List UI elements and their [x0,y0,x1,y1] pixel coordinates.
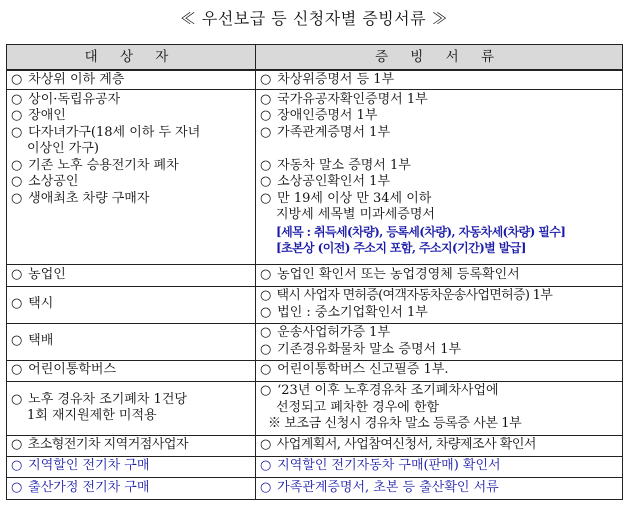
target-item [11,158,251,175]
target-item [11,362,251,379]
header-documents: 증 빙 서 류 [256,45,623,71]
bullet: ○ [11,174,23,189]
doc-text: 자동차 말소 증명서 1부 [277,157,411,173]
doc-text: 만 19세 이상 만 34세 이하 [277,190,432,206]
doc-item [260,383,618,400]
bullet: ○ [11,108,23,123]
target-item [11,191,251,208]
target-item [11,392,251,409]
table-row [7,477,623,499]
doc-item [260,72,618,89]
target-text: 차상위 이하 계층 [28,71,125,87]
doc-item [260,191,618,208]
doc-item [260,158,618,175]
target-item [11,72,251,89]
table-row [7,323,623,360]
doc-item [260,125,618,142]
target-item [11,296,251,313]
target-text: 장애인 [28,108,66,123]
docs-cell [256,456,623,477]
target-cell [7,70,256,89]
bullet: ○ [260,341,272,357]
table-row [7,70,623,89]
doc-item [260,325,618,342]
docs-cell [256,360,623,381]
docs-cell [256,286,623,323]
target-item-continued: 1회 재지원제한 미적용 [27,408,157,423]
docs-cell [256,381,623,435]
target-text: 기존 노후 승용전기차 폐차 [28,157,179,173]
doc-item [260,92,618,109]
bullet: ○ [260,91,272,107]
docs-cell [256,435,623,456]
target-item [11,125,251,142]
doc-item-continued: 지방세 세목별 미과세증명서 [276,207,435,222]
table-row [7,381,623,435]
header-target: 대 상 자 [7,45,256,71]
doc-item-continued: 선정되고 폐차한 경우에 한함 [276,399,440,415]
doc-text: 국가유공자확인증명서 1부 [277,91,428,107]
target-item [11,437,251,454]
bullet: ○ [260,458,272,474]
table-row [7,264,623,286]
bullet: ○ [260,190,272,206]
bullet: ○ [260,437,271,453]
target-item [11,458,251,475]
target-text: 노후 경유차 조기폐차 1건당 [28,391,187,407]
target-cell [7,456,256,477]
target-text: 생애최초 차량 구매자 [28,190,150,206]
table-row [7,456,623,477]
target-cell [7,360,256,381]
target-text: 상이·독립유공자 [28,91,121,107]
doc-text: 사업계획서, 사업참여신청서, 차량제조사 확인서 [276,437,536,453]
table-row [7,360,623,381]
doc-text: 지역할인 전기자동차 구매(판매) 확인서 [277,458,501,474]
target-cell [7,264,256,286]
doc-note: ※ 보조금 신청시 경유차 말소 등록증 사본 1부 [268,416,522,432]
page-title: ≪ 우선보급 등 신청자별 증빙서류 ≫ [179,9,449,28]
bullet: ○ [260,362,272,378]
docs-cell [256,70,623,89]
target-item [11,333,251,350]
bullet: ○ [11,479,23,495]
doc-item [260,437,618,454]
table-row [7,435,623,456]
doc-item [260,174,618,191]
doc-item [260,458,618,475]
doc-item [260,480,618,497]
bullet: ○ [11,266,23,282]
bullet: ○ [260,71,272,87]
target-cell [7,477,256,499]
doc-text: 가족관계증명서, 초본 등 출산확인 서류 [277,479,499,495]
docs-cell [256,323,623,360]
target-text: 택배 [28,333,54,349]
target-text: 택시 [28,296,54,312]
table-row [7,89,623,264]
target-cell [7,381,256,435]
doc-text: 농업인 확인서 또는 농업경영체 등록확인서 [277,266,520,282]
bullet: ○ [260,479,272,495]
target-text: 소상공인 [28,174,79,189]
bullet: ○ [11,437,22,453]
doc-text: 법인 : 중소기업확인서 1부 [277,304,428,320]
bullet: ○ [11,190,23,206]
doc-text: 운송사업허가증 1부 [277,325,391,340]
bullet: ○ [11,124,23,140]
target-cell [7,435,256,456]
target-item-continued: 이상인 가구) [27,141,99,156]
doc-text: 가족관계증명서 1부 [277,124,391,140]
doc-item [260,267,618,284]
bullet: ○ [11,296,23,312]
doc-spacer [260,141,618,158]
target-text: 다자녀가구(18세 이하 두 자녀 [28,124,201,140]
target-item [11,267,251,284]
target-item [11,174,251,191]
doc-text: 어린이통학버스 신고필증 1부. [277,362,449,378]
doc-item [260,288,618,305]
target-text: 지역할인 전기차 구매 [28,458,150,474]
doc-text: 장애인증명서 1부 [277,108,378,123]
doc-item [260,362,618,379]
bullet: ○ [11,71,23,87]
docs-cell [256,264,623,286]
document-table [6,44,623,500]
doc-item [260,305,618,322]
bullet: ○ [260,383,272,399]
target-text: 농업인 [28,266,66,282]
doc-text: 택시 사업자 면허증(여객자동차운송사업면허증) 1부 [276,288,553,303]
doc-item [260,108,618,125]
bullet: ○ [260,108,272,123]
bullet: ○ [11,91,23,107]
bullet: ○ [260,266,272,282]
bullet: ○ [260,174,272,189]
tax-item-note: [세목 : 취득세(차량), 등록세(차량), 자동차세(차량) 필수] [276,224,566,239]
doc-text: 소상공인확인서 1부 [277,174,391,189]
bullet: ○ [260,304,272,320]
target-text: 초소형전기차 지역거점사업자 [27,437,189,453]
bullet: ○ [260,157,272,173]
bullet: ○ [11,391,23,407]
doc-item [260,342,618,359]
table-header-row [7,45,623,71]
target-cell [7,286,256,323]
table-row [7,286,623,323]
target-cell [7,89,256,264]
docs-cell [256,477,623,499]
bullet: ○ [11,333,23,349]
target-item [11,108,251,125]
doc-text: 기존경유화물차 말소 증명서 1부 [277,341,462,357]
target-cell [7,323,256,360]
target-item [11,92,251,109]
target-text: 어린이통학버스 [28,362,117,378]
doc-text: 차상위증명서 등 1부 [277,71,395,87]
bullet: ○ [260,325,272,340]
docs-cell [256,89,623,264]
address-note: [초본상 (이전) 주소지 포함, 주소지(기간)별 발급] [276,241,526,255]
target-text: 출산가정 전기차 구매 [28,479,150,495]
bullet: ○ [260,124,272,140]
bullet: ○ [11,157,23,173]
bullet: ○ [11,458,23,474]
bullet: ○ [260,288,271,303]
bullet: ○ [11,362,23,378]
target-item [11,480,251,497]
doc-text: ‘23년 이후 노후경유차 조기폐차사업에 [277,383,499,399]
